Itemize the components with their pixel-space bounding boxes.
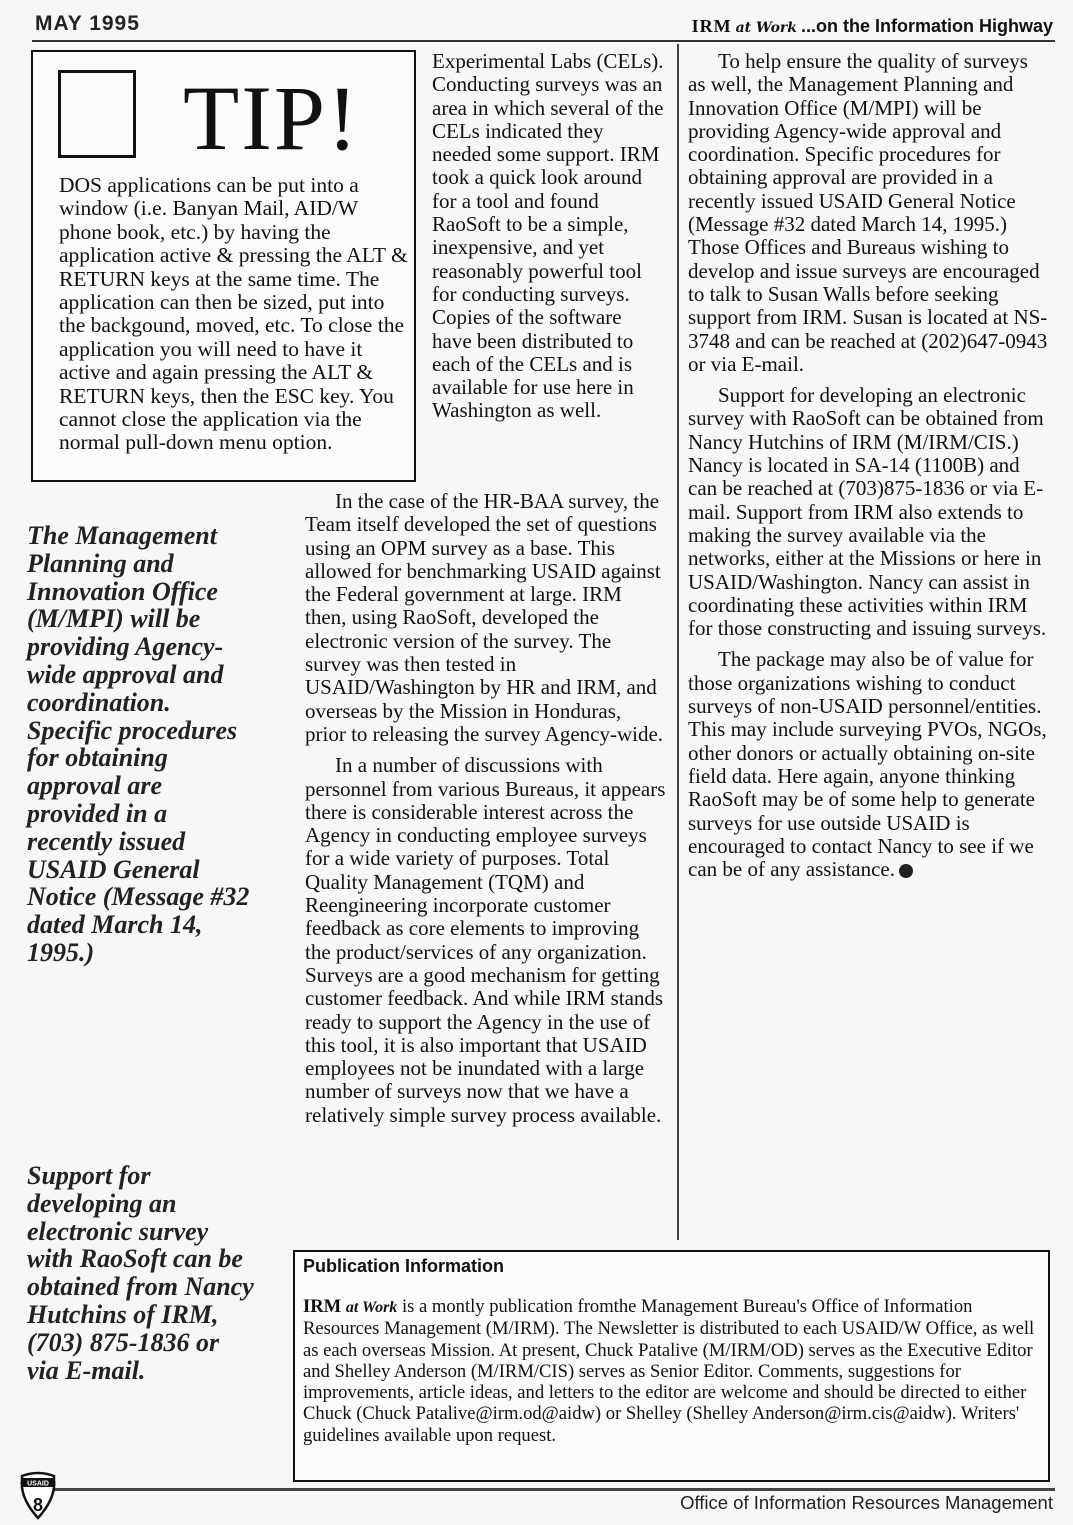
article-paragraph: In the case of the HR-BAA survey, the Team itself developed the set of questions using an OPM survey as a base. This allowed for benchmarking USAID against the Federal government at large. IRM then, using RaoSoft, developed the electronic version of the survey. The survey was then tested in USAID/Washington by HR and IRM, and overseas by the Mission in Honduras, prior to releasing the survey Agency-wide. xyxy=(305,489,664,746)
at-work-label: at Work xyxy=(735,20,797,36)
article-paragraph: Support for developing an electronic survey with RaoSoft can be obtained from Nancy Hutchins of IRM (M/IRM/CIS.) Nancy is located in SA-14 (1100B) and can be reached at (703)875-1836 or via E-mail. Support from IRM also extends to making the survey available via the networks, either at the Missions or here in USAID/Washington. Nancy can assist in coordinating these activities within IRM for those constructing and issuing surveys. xyxy=(688,383,1047,641)
irm-logo: IRM xyxy=(303,1296,342,1317)
article-column-middle xyxy=(305,490,667,1127)
publication-info-text: is a montly publication fromthe Management Bureau's Office of Information Resources Management (M/IRM). The Newsletter is distributed to each USAID/W Office, as well as each overseas Mission. At present, Chuck Patalive (M/IRM/OD) serves as the Executive Editor and Shelley Anderson (M/IRM/CIS) serves as Senior Editor. Comments, suggestions for improvements, article ideas, and letters to the editor are welcome and should be directed to either Chuck (Chuck Patalive@irm.od@aidw) or Shelley (Shelley Anderson@irm.cis@aidw). Writers' guidelines available upon request. xyxy=(303,1296,1035,1446)
column-divider xyxy=(677,44,679,1240)
article-paragraph-last xyxy=(688,648,1048,881)
tip-box xyxy=(31,50,416,482)
header-rule xyxy=(32,40,1055,42)
article-column-middle-top xyxy=(432,50,664,423)
end-stop-icon xyxy=(899,864,913,878)
footer-rule xyxy=(30,1488,1055,1491)
publication-info-box xyxy=(293,1250,1050,1482)
article-paragraph: Experimental Labs (CELs). Conducting surveys was an area in which several of the CELs indicated they needed some support. IRM took a quick look around for a tool and found RaoSoft to be a simple, inexpensive, and yet reasonably powerful tool for conducting surveys. Copies of the software have been distributed to each of the CELs and is available for use here in Washington as well. xyxy=(432,49,664,423)
masthead xyxy=(692,16,1053,37)
article-paragraph: To help ensure the quality of surveys as well, the Management Planning and Innovation Office (M/MPI) will be providing Agency-wide approval and coordination. Specific procedures for obtaining approval are provided in a recently issued USAID General Notice (Message #32 dated March 14, 1995.) Those Offices and Bureaus wishing to develop and issue surveys are encouraged to talk to Susan Walls before seeking support from IRM. Susan is located at NS-3748 and can be reached at (202)647-0943 or via E-mail. xyxy=(688,49,1048,376)
article-paragraph: In a number of discussions with personnel from various Bureaus, it appears there is considerable interest across the Agency in conducting employee surveys for a wide variety of purposes. Total Quality Management (TQM) and Reengineering incorporate customer feedback as core elements to improving the product/services of any organization. Surveys are a good mechanism for getting customer feedback. And while IRM stands ready to support the Agency in the use of this tool, it is also important that USAID employees not be inundated with a large number of surveys now that we have a relatively simple survey process available. xyxy=(305,753,666,1127)
issue-date: MAY 1995 xyxy=(35,12,140,35)
pull-quote: The Management Planning and Innovation Office (M/MPI) will be providing Agency-wide approval and coordination. Specific procedures for obtaining approval are provided in a recently issued USAID General Notice (Message #32 dated March 14, 1995.) xyxy=(27,521,250,967)
tip-body: DOS applications can be put into a window (i.e. Banyan Mail, AID/W phone book, etc.) by having the application active & pressing the ALT & RETURN keys at the same time. The application can then be sized, put into the backgound, moved, etc. To close the application you will need to have it active and again pressing the ALT & RETURN keys, then the ESC key. You cannot close the application via the normal pull-down menu option. xyxy=(59,173,408,455)
publication-info-body xyxy=(303,1296,1043,1446)
masthead-tagline: ...on the Information Highway xyxy=(801,16,1053,36)
article-column-right xyxy=(688,50,1048,881)
irm-logo: IRM xyxy=(691,16,732,36)
footer-office-name: Office of Information Resources Management xyxy=(680,1492,1053,1513)
page-number: 8 xyxy=(32,1495,43,1515)
pull-quote: Support for developing an electronic survey with RaoSoft can be obtained from Nancy Hutchins of IRM, (703) 875-1836 or via E-mail. xyxy=(27,1161,254,1385)
publication-info-title: Publication Information xyxy=(303,1256,504,1276)
usaid-badge-label: USAID xyxy=(27,1480,49,1488)
checkbox-square-icon xyxy=(58,70,136,158)
at-work-label: at Work xyxy=(345,1299,398,1316)
tip-title: TIP! xyxy=(183,67,360,169)
article-paragraph-text: The package may also be of value for those organizations wishing to conduct surveys of non-USAID personnel/entities. This may include surveying PVOs, NGOs, other donors or actually obtaining on-site field data. Here again, anyone thinking RaoSoft may be of some help to generate surveys for use outside USAID is encouraged to contact Nancy to see if we can be of any assistance. xyxy=(688,647,1047,882)
